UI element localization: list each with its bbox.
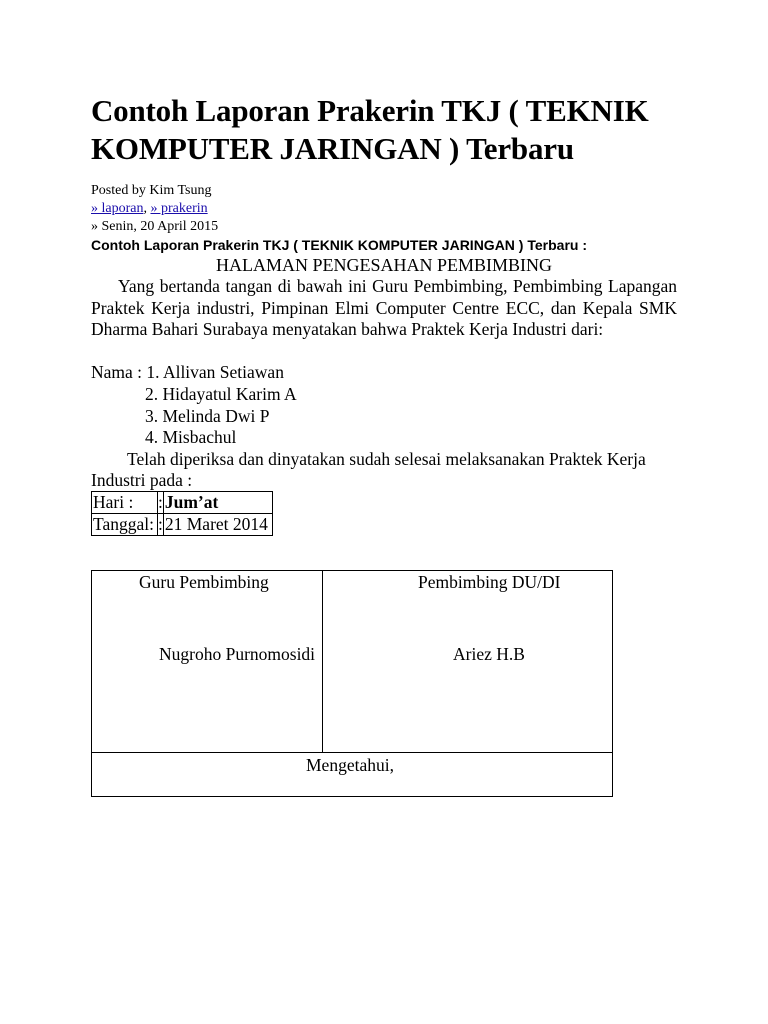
mengetahui-label: Mengetahui, [306,755,394,775]
list-item [91,384,297,406]
table-row [92,514,273,536]
posted-by: Posted by Kim Tsung [91,183,212,198]
guru-pembimbing-name: Nugroho Purnomosidi [159,644,316,664]
name-entry: 4. Misbachul [145,427,237,448]
signature-table [91,570,613,797]
name-entry: 3. Melinda Dwi P [145,405,270,426]
day-value: Jum’at [163,492,272,514]
date-value: 21 Maret 2014 [163,514,272,536]
intro-paragraph: Yang bertanda tangan di bawah ini Guru Pembimbing, Pembimbing Lapangan Praktek Kerja industri, Pimpinan Elmi Computer Centre ECC, dan Kepala SMK Dharma Bahari Surabaya menyatakan bahwa Praktek Kerja Industri dari: [91,276,677,339]
document-heading: HALAMAN PENGESAHAN PEMBIMBING [215,255,552,275]
list-item [91,427,297,449]
day-colon: : [158,492,163,512]
date-info-table [91,491,273,536]
pembimbing-dudi-name: Ariez H.B [453,644,525,664]
category-separator: , [143,201,151,216]
row-divider [92,752,612,753]
article-subtitle: Contoh Laporan Prakerin TKJ ( TEKNIK KOMPUTER JARINGAN ) Terbaru : [91,237,587,253]
category-link-laporan[interactable]: » laporan [91,201,144,216]
closing-line: Industri pada : [91,470,193,490]
category-link-prakerin[interactable]: » prakerin [150,201,208,216]
date-colon: : [158,514,163,534]
day-label: Hari : [92,492,158,514]
article-title: Contoh Laporan Prakerin TKJ ( TEKNIK KOMPUTER JARINGAN ) Terbaru [91,93,649,166]
name-entry: 1. Allivan Setiawan [146,362,284,382]
guru-pembimbing-title: Guru Pembimbing [139,572,269,592]
closing-paragraph [91,449,677,491]
date-label: Tanggal: [92,514,158,536]
closing-line: Telah diperiksa dan dinyatakan sudah selesai melaksanakan Praktek Kerja [127,449,646,469]
list-item [91,362,297,384]
names-list [91,362,297,449]
column-divider [322,571,323,752]
post-meta [91,182,218,236]
list-item [91,406,297,428]
post-date: » Senin, 20 April 2015 [91,219,219,234]
pembimbing-dudi-title: Pembimbing DU/DI [418,572,561,592]
names-label: Nama : [91,362,147,382]
category-links [91,200,218,218]
table-row [92,492,273,514]
name-entry: 2. Hidayatul Karim A [145,383,297,404]
